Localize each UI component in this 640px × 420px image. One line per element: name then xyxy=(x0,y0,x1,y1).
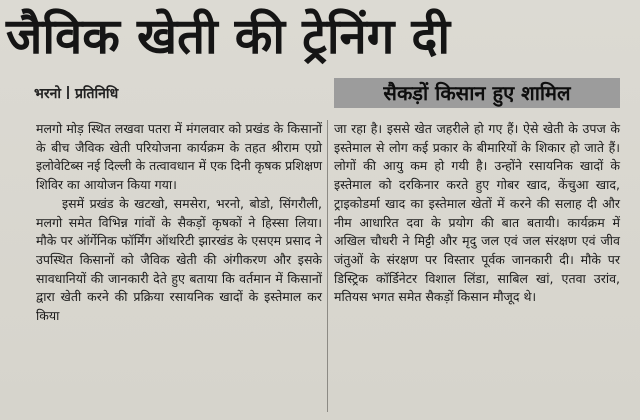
byline-reporter: प्रतिनिधि xyxy=(74,86,119,102)
left-paragraph-2: इसमें प्रखंड के खटखो, समसेरा, भरनो, बोडो, सिंगरौली, मलगो समेत विभिन्न गांवों के सैकड़ों कृषकों ने हिस्सा लिया। मौके पर ऑर्गेनिक फॉर्मिंग ऑथरिटी झारखंड के एसएम प्रसाद ने उपस्थित किसानों को जैविक खेती की अंगीकरण और इसके सावधानियों की जानकारी देते हुए बताया कि वर्तमान में किसानों द्वारा खेती करने की प्रक्रिया रसायनिक खादों के इस्तेमाल कर किया xyxy=(36,195,322,324)
byline xyxy=(34,84,118,103)
subheadline: सैकड़ों किसान हुए शामिल xyxy=(334,78,620,108)
byline-place: भरनो xyxy=(34,86,61,102)
byline-separator xyxy=(67,86,69,99)
right-paragraph-1: जा रहा है। इससे खेत जहरीले हो गए हैं। ऐसे खेती के उपज के इस्तेमाल से लोग कई प्रकार के बीमारियों के शिकार हो जाते हैं। लोगों की आयु कम हो गयी है। उन्होंने रसायनिक खादों के इस्तेमाल को दरकिनार करते हुए गोबर खाद, केंचुआ खाद, ट्राइकोडर्मा खाद का इस्तेमाल खेतों में करने की सलाह दी और नीम आधारित दवा के प्रयोग की बात बतायी। कार्यक्रम में अखिल चौधरी ने मिट्टी और मृदु जल एवं जल संरक्षण एवं जीव जंतुओं के संरक्षण पर विस्तार पूर्वक जानकारी दी। मौके पर डिस्ट्रिक कॉर्डिनेटर विशाल लिंडा, साबिल खां, एतवा उरांव, मतियस भगत समेत सैकड़ों किसान मौजूद थे। xyxy=(334,121,620,305)
headline: जैविक खेती की ट्रेनिंग दी xyxy=(6,8,451,65)
article-column-right xyxy=(334,120,620,307)
left-paragraph-1: मलगो मोड़ स्थित लखवा पतरा में मंगलवार को प्रखंड के किसानों के बीच जैविक खेती परियोजना कार्यक्रम के तहत श्रीराम एग्रो इलोवेटिब्स नई दिल्ली के तत्वावधान में एक दिनी कृषक प्रशिक्षण शिविर का आयोजन किया गया। xyxy=(36,121,322,193)
column-divider xyxy=(327,120,328,412)
article-column-left xyxy=(36,120,322,326)
